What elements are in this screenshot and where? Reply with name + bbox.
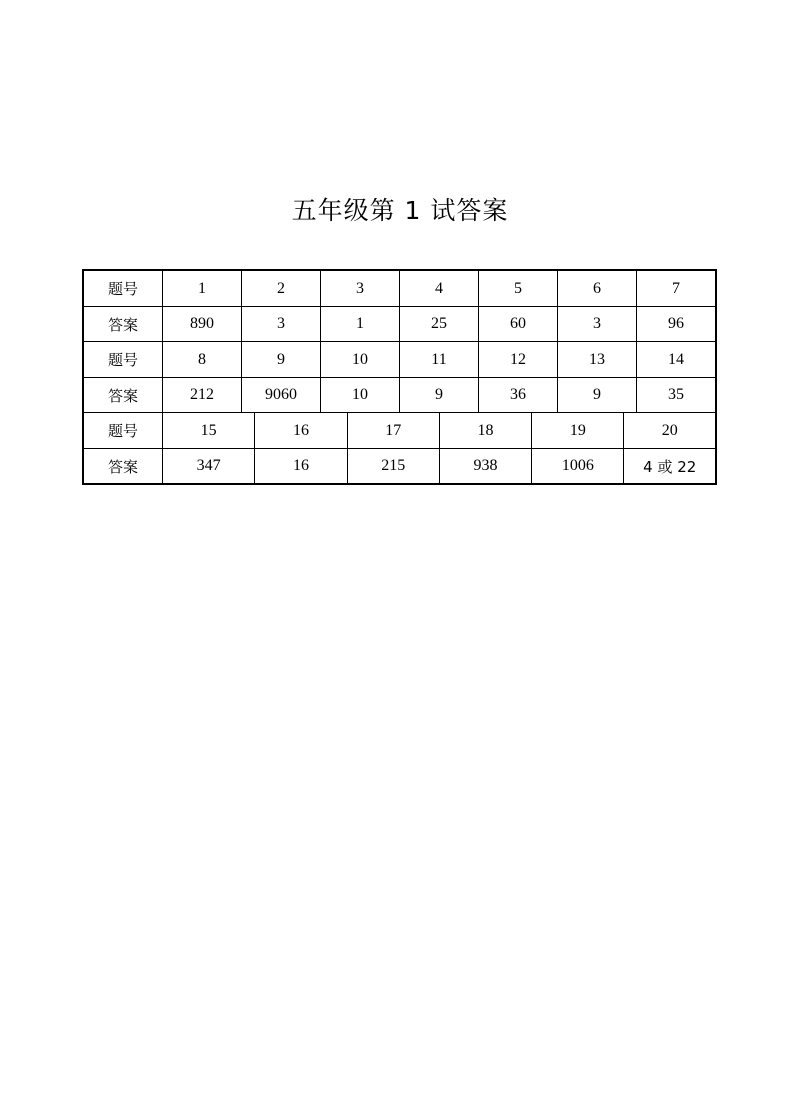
question-number-cell: 6: [558, 271, 637, 306]
question-number-cell: 19: [532, 413, 624, 448]
question-number-cell: 17: [348, 413, 440, 448]
answer-cell: 9060: [242, 378, 321, 412]
answer-label: 答案: [84, 378, 163, 412]
table-row: [84, 378, 715, 413]
question-number-cell: 11: [400, 342, 479, 377]
question-number-cell: 4: [400, 271, 479, 306]
question-number-cell: 5: [479, 271, 558, 306]
answer-cell: 1006: [532, 449, 624, 483]
question-number-label: 题号: [84, 342, 163, 377]
question-number-label: 题号: [84, 271, 163, 306]
answer-cell: 215: [348, 449, 440, 483]
question-number-cell: 3: [321, 271, 400, 306]
answer-cell: 9: [400, 378, 479, 412]
answer-cell: 347: [163, 449, 255, 483]
answer-table: [82, 269, 717, 485]
answer-label: 答案: [84, 307, 163, 341]
question-number-cell: 20: [661, 421, 678, 439]
answer-cell: 35: [668, 386, 684, 403]
question-number-cell: 12: [479, 342, 558, 377]
answer-cell: 16: [255, 449, 347, 483]
question-number-cell: 18: [440, 413, 532, 448]
table-row: [84, 271, 715, 307]
table-row: [84, 342, 715, 378]
answer-cell: 4 或 22: [643, 457, 697, 476]
question-number-cell: 10: [321, 342, 400, 377]
question-number-cell: 15: [163, 413, 255, 448]
table-row: [84, 449, 715, 483]
answer-cell: 3: [558, 307, 637, 341]
table-row: [84, 307, 715, 342]
question-number-cell: 8: [163, 342, 242, 377]
answer-cell: 212: [163, 378, 242, 412]
answer-cell: 25: [400, 307, 479, 341]
question-number-cell: 9: [242, 342, 321, 377]
question-number-label: 题号: [84, 413, 163, 448]
page-title: 五年级第 1 试答案: [291, 196, 509, 225]
answer-cell: 9: [558, 378, 637, 412]
answer-cell: 96: [668, 315, 684, 332]
answer-cell: 36: [479, 378, 558, 412]
answer-label: 答案: [84, 449, 163, 483]
question-number-cell: 14: [668, 350, 684, 368]
question-number-cell: 1: [163, 271, 242, 306]
answer-cell: 938: [440, 449, 532, 483]
table-row: [84, 413, 715, 449]
answer-cell: 1: [321, 307, 400, 341]
question-number-cell: 2: [242, 271, 321, 306]
answer-cell: 10: [321, 378, 400, 412]
question-number-cell: 16: [255, 413, 347, 448]
question-number-cell: 7: [672, 279, 680, 297]
question-number-cell: 13: [558, 342, 637, 377]
answer-cell: 890: [163, 307, 242, 341]
answer-cell: 3: [242, 307, 321, 341]
answer-cell: 60: [479, 307, 558, 341]
